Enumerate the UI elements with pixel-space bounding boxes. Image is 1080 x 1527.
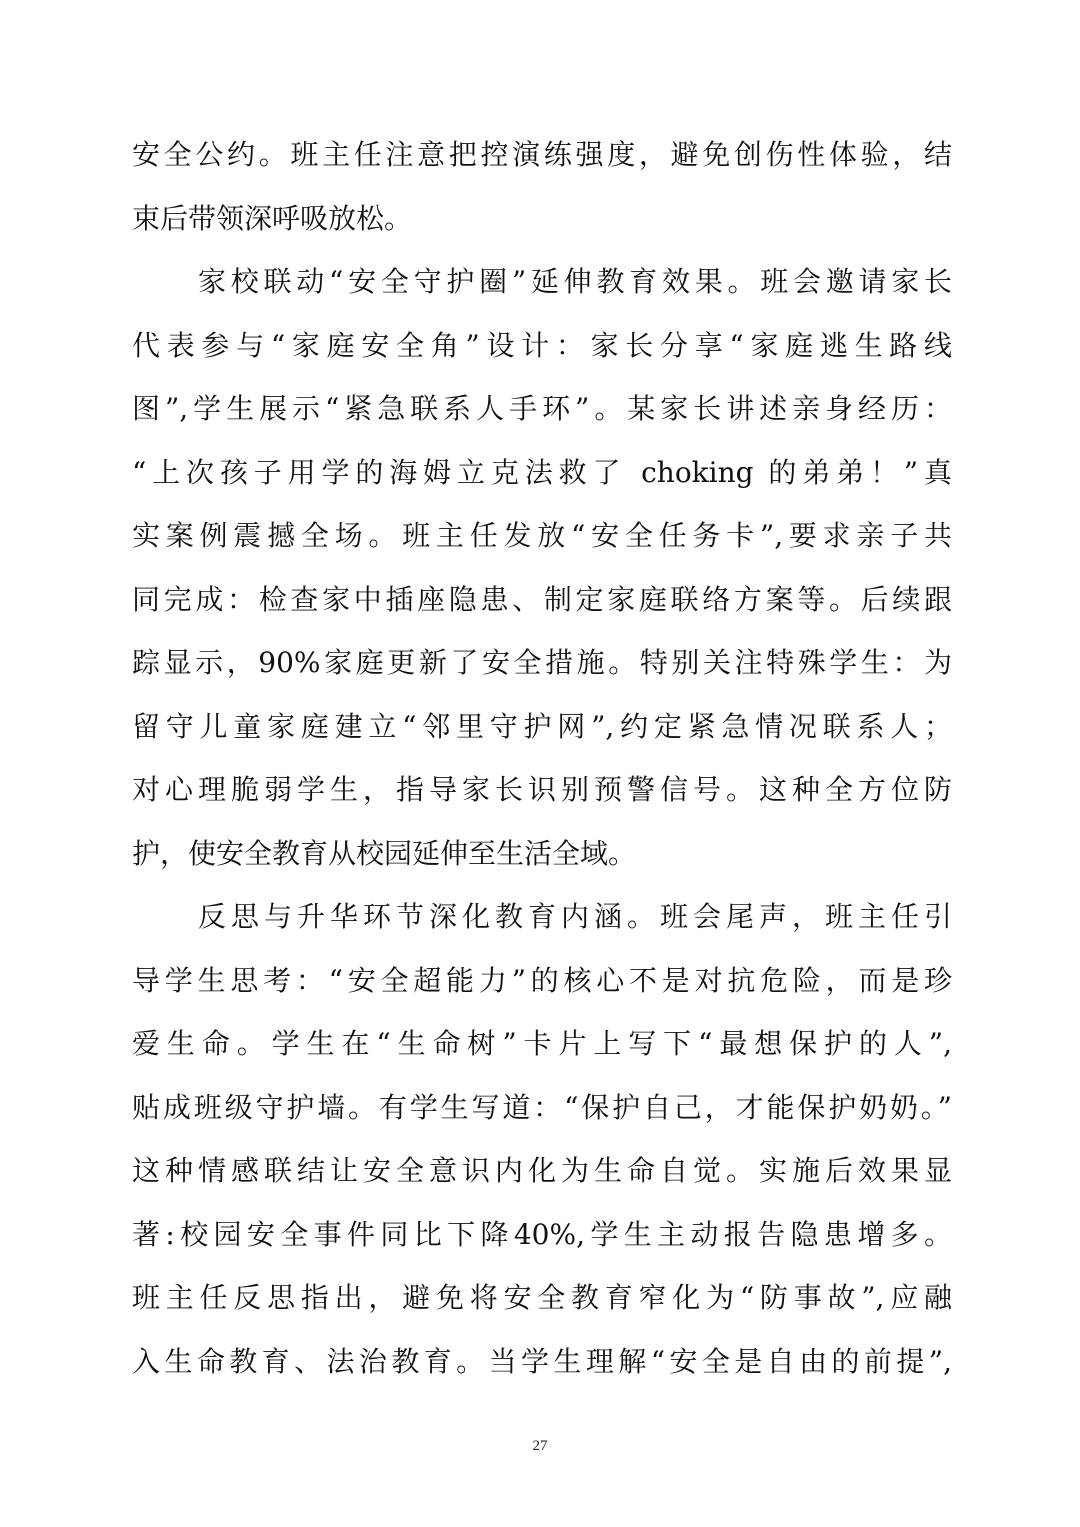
- text-line: 贴成班级守护墙。有学生写道：“保护自己，才能保护奶奶。”: [132, 1090, 952, 1124]
- page-number: 27: [532, 1438, 548, 1454]
- text-line: 班主任反思指出，避免将安全教育窄化为“防事故”,应融: [132, 1281, 952, 1314]
- text-line: “上次孩子用学的海姆立克法救了 choking 的弟弟！”真: [132, 455, 952, 489]
- text-line: 这种情感联结让安全意识内化为生命自觉。实施后效果显: [132, 1154, 952, 1187]
- paragraph-start-line: 反思与升华环节深化教育内涵。班会尾声，班主任引: [198, 900, 952, 933]
- text-line: 对心理脆弱学生，指导家长识别预警信号。这种全方位防: [132, 773, 952, 806]
- text-line: 实案例震撼全场。班主任发放“安全任务卡”,要求亲子共: [132, 519, 952, 552]
- text-line: 入生命教育、法治教育。当学生理解“安全是自由的前提”,: [132, 1344, 952, 1378]
- text-line: 留守儿童家庭建立“邻里守护网”,约定紧急情况联系人；: [132, 709, 952, 743]
- text-line: 同完成：检查家中插座隐患、制定家庭联络方案等。后续跟: [132, 582, 952, 616]
- text-line: 爱生命。学生在“生命树”卡片上写下“最想保护的人”,: [132, 1027, 952, 1060]
- body-text: [132, 123, 952, 1393]
- text-line: 图”,学生展示“紧急联系人手环”。某家长讲述亲身经历：: [132, 392, 952, 425]
- text-line: 安全公约。班主任注意把控演练强度，避免创伤性体验，结: [132, 138, 952, 171]
- text-line: 护，使安全教育从校园延伸至生活全域。: [132, 836, 637, 870]
- text-line: 著:校园安全事件同比下降40%,学生主动报告隐患增多。: [132, 1217, 952, 1251]
- text-line: 束后带领深呼吸放松。: [132, 201, 413, 235]
- text-line: 踪显示，90%家庭更新了安全措施。特别关注特殊学生：为: [132, 646, 952, 679]
- paragraph-start-line: 家校联动“安全守护圈”延伸教育效果。班会邀请家长: [198, 265, 952, 298]
- text-line: 导学生思考：“安全超能力”的核心不是对抗危险，而是珍: [132, 963, 952, 997]
- text-line: 代表参与“家庭安全角”设计：家长分享“家庭逃生路线: [132, 328, 952, 362]
